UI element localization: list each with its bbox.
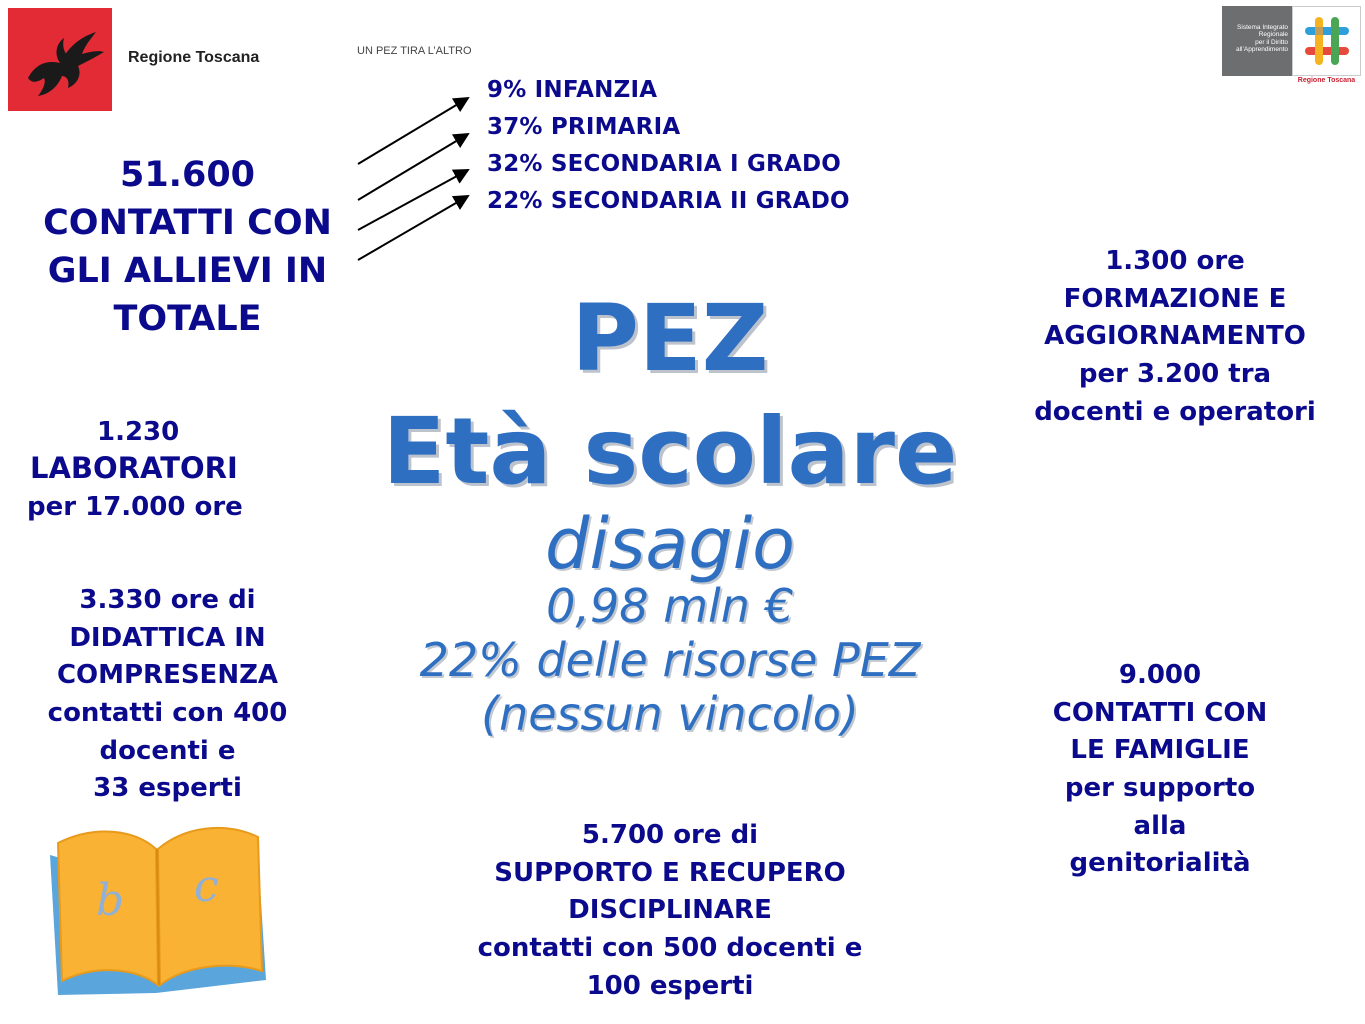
right-logo-line1: Sistema Integrato — [1237, 24, 1288, 31]
families-line3: per supporto — [1064, 773, 1256, 804]
right-logo — [1222, 6, 1361, 86]
copresence-line4: docenti e — [99, 735, 236, 766]
center-disagio: disagio — [545, 502, 795, 585]
support-block — [455, 817, 885, 1005]
labs-detail: per 17.000 ore — [27, 492, 243, 522]
right-logo-text — [1222, 6, 1292, 76]
families-line5: genitorialità — [1069, 848, 1251, 879]
families-line1: CONTATTI CON — [1052, 697, 1268, 728]
grade-arrows — [350, 90, 480, 270]
arrow-secondaria-i — [358, 170, 468, 230]
contacts-total-block — [20, 152, 355, 344]
copresence-line5: 33 esperti — [93, 773, 242, 804]
training-line3: per 3.200 tra — [1078, 359, 1272, 390]
labs-title: LABORATORI — [30, 451, 238, 485]
support-hours: 5.700 ore di — [581, 820, 759, 850]
grade-secondaria-i: 32% SECONDARIA I GRADO — [487, 151, 841, 177]
grade-secondaria-ii: 22% SECONDARIA II GRADO — [487, 188, 850, 214]
training-block — [1010, 243, 1340, 431]
support-line3: contatti con 500 docenti e — [477, 933, 863, 964]
families-line4: alla — [1133, 810, 1187, 841]
region-name: Regione Toscana — [128, 49, 260, 66]
book-letter-b: b — [96, 875, 125, 926]
training-hours: 1.300 ore — [1105, 246, 1245, 276]
document-title: UN PEZ TIRA L’ALTRO — [357, 45, 472, 57]
training-line1: FORMAZIONE E — [1063, 283, 1287, 314]
families-line2: LE FAMIGLIE — [1070, 735, 1250, 766]
arrow-secondaria-ii — [358, 196, 468, 260]
book-letter-c: c — [194, 861, 219, 912]
grade-primaria: 37% PRIMARIA — [487, 114, 681, 140]
hashtag-mark-icon — [1292, 6, 1361, 76]
grade-infanzia: 9% INFANZIA — [487, 77, 658, 103]
families-block — [1020, 657, 1300, 883]
center-pez: PEZ — [571, 285, 769, 392]
arrow-primaria — [358, 134, 468, 200]
copresence-line1: DIDATTICA IN — [69, 622, 266, 653]
center-share: 22% delle risorse PEZ — [419, 633, 921, 688]
center-eta-scolare: Età scolare — [382, 398, 958, 506]
center-block — [370, 278, 970, 742]
training-line4: docenti e operatori — [1034, 396, 1316, 427]
copresence-line3: contatti con 400 — [47, 698, 288, 729]
center-constraint: (nessun vincolo) — [481, 687, 859, 742]
support-line2: DISCIPLINARE — [568, 895, 772, 926]
labs-number: 1.230 — [97, 417, 180, 447]
pegasus-icon — [8, 8, 112, 111]
right-logo-line4: all’Apprendimento — [1235, 46, 1288, 54]
support-line1: SUPPORTO E RECUPERO — [494, 857, 846, 888]
contacts-total-line1: CONTATTI CON — [43, 202, 332, 243]
arrow-infanzia — [358, 98, 468, 164]
right-logo-line3: per il Diritto — [1255, 38, 1288, 46]
contacts-total-line3: TOTALE — [113, 298, 262, 339]
families-number: 9.000 — [1118, 660, 1202, 690]
contacts-total-number: 51.600 — [119, 155, 256, 195]
copresence-hours: 3.330 ore di — [79, 585, 256, 615]
training-line2: AGGIORNAMENTO — [1044, 321, 1306, 352]
copresence-block — [20, 582, 315, 808]
open-book-icon — [44, 815, 274, 1000]
center-amount: 0,98 mln € — [546, 578, 794, 633]
right-logo-line2: Regionale — [1258, 31, 1288, 39]
contacts-total-line2: GLI ALLIEVI IN — [47, 250, 328, 291]
right-logo-caption: Regione Toscana — [1297, 77, 1356, 84]
copresence-line2: COMPRESENZA — [56, 660, 279, 691]
support-line4: 100 esperti — [586, 970, 754, 1001]
regione-toscana-logo — [8, 8, 112, 111]
